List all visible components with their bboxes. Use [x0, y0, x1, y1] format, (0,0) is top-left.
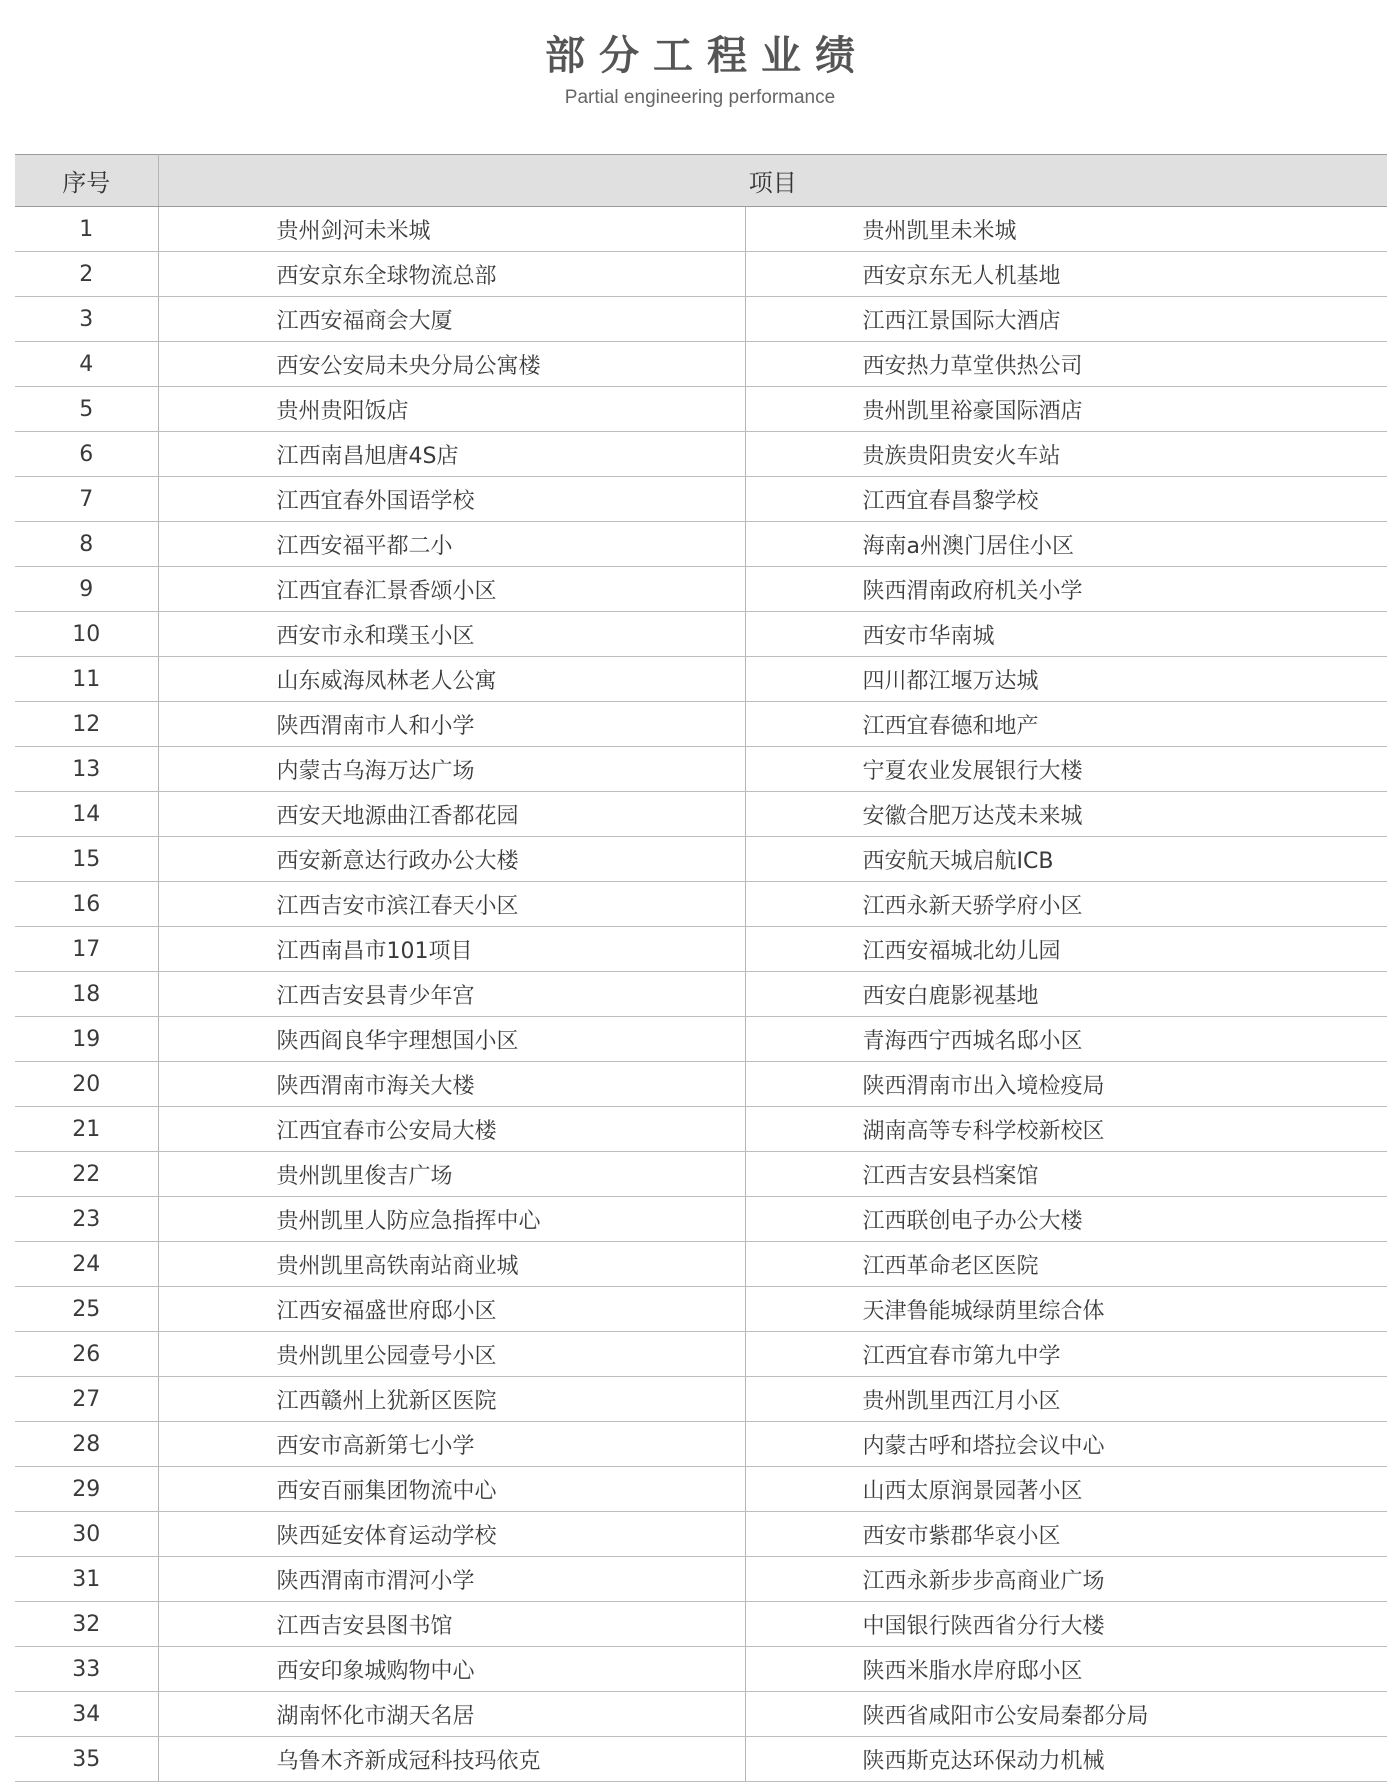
project-right: 中国银行陕西省分行大楼: [745, 1602, 1387, 1647]
table-row: [15, 1332, 1387, 1377]
project-left: 西安市高新第七小学: [158, 1422, 745, 1467]
project-right: 江西革命老区医院: [745, 1242, 1387, 1287]
row-index: 5: [15, 387, 158, 432]
project-right: 江西安福城北幼儿园: [745, 927, 1387, 972]
table-header: [15, 155, 1387, 207]
project-left: 贵州凯里人防应急指挥中心: [158, 1197, 745, 1242]
row-index: 30: [15, 1512, 158, 1557]
row-index: 12: [15, 702, 158, 747]
row-index: 23: [15, 1197, 158, 1242]
project-left: 陕西延安体育运动学校: [158, 1512, 745, 1557]
performance-table: [15, 154, 1387, 1782]
row-index: 34: [15, 1692, 158, 1737]
row-index: 35: [15, 1737, 158, 1782]
project-left: 西安公安局未央分局公寓楼: [158, 342, 745, 387]
project-left: 贵州剑河未米城: [158, 207, 745, 252]
row-index: 7: [15, 477, 158, 522]
table-row: [15, 972, 1387, 1017]
project-left: 江西安福盛世府邸小区: [158, 1287, 745, 1332]
project-left: 江西吉安县图书馆: [158, 1602, 745, 1647]
row-index: 17: [15, 927, 158, 972]
project-right: 陕西米脂水岸府邸小区: [745, 1647, 1387, 1692]
row-index: 9: [15, 567, 158, 612]
table-row: [15, 1017, 1387, 1062]
row-index: 10: [15, 612, 158, 657]
project-right: 贵州凯里裕豪国际酒店: [745, 387, 1387, 432]
row-index: 6: [15, 432, 158, 477]
column-header-project: 项目: [158, 155, 1387, 207]
table-row: [15, 702, 1387, 747]
project-right: 宁夏农业发展银行大楼: [745, 747, 1387, 792]
row-index: 29: [15, 1467, 158, 1512]
table-row: [15, 1602, 1387, 1647]
table-row: [15, 342, 1387, 387]
row-index: 27: [15, 1377, 158, 1422]
project-right: 陕西省咸阳市公安局秦都分局: [745, 1692, 1387, 1737]
table-row: [15, 1377, 1387, 1422]
table-row: [15, 207, 1387, 252]
table-row: [15, 387, 1387, 432]
project-right: 安徽合肥万达茂未来城: [745, 792, 1387, 837]
project-left: 江西南昌旭唐4S店: [158, 432, 745, 477]
project-right: 海南a州澳门居住小区: [745, 522, 1387, 567]
table-row: [15, 477, 1387, 522]
table-body: [15, 207, 1387, 1782]
table-row: [15, 1287, 1387, 1332]
row-index: 1: [15, 207, 158, 252]
table-row: [15, 747, 1387, 792]
project-right: 西安京东无人机基地: [745, 252, 1387, 297]
project-right: 江西江景国际大酒店: [745, 297, 1387, 342]
project-left: 江西赣州上犹新区医院: [158, 1377, 745, 1422]
table-row: [15, 1467, 1387, 1512]
table-row: [15, 1512, 1387, 1557]
project-right: 江西永新天骄学府小区: [745, 882, 1387, 927]
project-right: 四川都江堰万达城: [745, 657, 1387, 702]
project-left: 山东威海凤林老人公寓: [158, 657, 745, 702]
project-left: 西安百丽集团物流中心: [158, 1467, 745, 1512]
table-row: [15, 1197, 1387, 1242]
table-row: [15, 927, 1387, 972]
project-left: 乌鲁木齐新成冠科技玛依克: [158, 1737, 745, 1782]
row-index: 31: [15, 1557, 158, 1602]
project-right: 江西宜春德和地产: [745, 702, 1387, 747]
row-index: 26: [15, 1332, 158, 1377]
project-left: 陕西渭南市海关大楼: [158, 1062, 745, 1107]
project-left: 陕西渭南市渭河小学: [158, 1557, 745, 1602]
project-left: 贵州凯里高铁南站商业城: [158, 1242, 745, 1287]
project-left: 陕西阎良华宇理想国小区: [158, 1017, 745, 1062]
project-left: 贵州贵阳饭店: [158, 387, 745, 432]
row-index: 32: [15, 1602, 158, 1647]
project-right: 青海西宁西城名邸小区: [745, 1017, 1387, 1062]
project-right: 西安市华南城: [745, 612, 1387, 657]
row-index: 21: [15, 1107, 158, 1152]
project-right: 江西宜春昌黎学校: [745, 477, 1387, 522]
project-right: 贵族贵阳贵安火车站: [745, 432, 1387, 477]
table-row: [15, 882, 1387, 927]
table-row: [15, 1692, 1387, 1737]
row-index: 24: [15, 1242, 158, 1287]
project-left: 贵州凯里公园壹号小区: [158, 1332, 745, 1377]
project-right: 江西宜春市第九中学: [745, 1332, 1387, 1377]
project-right: 湖南高等专科学校新校区: [745, 1107, 1387, 1152]
table-row: [15, 1152, 1387, 1197]
project-right: 西安航天城启航ICB: [745, 837, 1387, 882]
project-left: 江西安福商会大厦: [158, 297, 745, 342]
row-index: 28: [15, 1422, 158, 1467]
row-index: 19: [15, 1017, 158, 1062]
project-left: 江西宜春市公安局大楼: [158, 1107, 745, 1152]
project-left: 西安新意达行政办公大楼: [158, 837, 745, 882]
row-index: 11: [15, 657, 158, 702]
project-right: 贵州凯里未米城: [745, 207, 1387, 252]
project-right: 陕西渭南政府机关小学: [745, 567, 1387, 612]
row-index: 22: [15, 1152, 158, 1197]
project-left: 江西宜春外国语学校: [158, 477, 745, 522]
row-index: 18: [15, 972, 158, 1017]
row-index: 2: [15, 252, 158, 297]
table-row: [15, 432, 1387, 477]
page-header: [0, 30, 1400, 110]
project-left: 西安京东全球物流总部: [158, 252, 745, 297]
project-right: 江西永新步步高商业广场: [745, 1557, 1387, 1602]
table-header-row: [15, 155, 1387, 207]
project-left: 西安市永和璞玉小区: [158, 612, 745, 657]
column-header-index: 序号: [15, 155, 158, 207]
table-row: [15, 612, 1387, 657]
row-index: 15: [15, 837, 158, 882]
table-row: [15, 567, 1387, 612]
table-row: [15, 657, 1387, 702]
row-index: 20: [15, 1062, 158, 1107]
table-row: [15, 1422, 1387, 1467]
row-index: 4: [15, 342, 158, 387]
row-index: 25: [15, 1287, 158, 1332]
row-index: 33: [15, 1647, 158, 1692]
table-row: [15, 1647, 1387, 1692]
project-left: 江西吉安市滨江春天小区: [158, 882, 745, 927]
page-subtitle: Partial engineering performance: [564, 87, 836, 108]
table-row: [15, 252, 1387, 297]
project-left: 湖南怀化市湖天名居: [158, 1692, 745, 1737]
project-right: 内蒙古呼和塔拉会议中心: [745, 1422, 1387, 1467]
project-right: 山西太原润景园著小区: [745, 1467, 1387, 1512]
project-left: 内蒙古乌海万达广场: [158, 747, 745, 792]
project-left: 陕西渭南市人和小学: [158, 702, 745, 747]
project-right: 天津鲁能城绿荫里综合体: [745, 1287, 1387, 1332]
table-row: [15, 1107, 1387, 1152]
table-row: [15, 522, 1387, 567]
project-right: 贵州凯里西江月小区: [745, 1377, 1387, 1422]
project-left: 西安印象城购物中心: [158, 1647, 745, 1692]
project-left: 江西南昌市101项目: [158, 927, 745, 972]
project-right: 江西联创电子办公大楼: [745, 1197, 1387, 1242]
table-row: [15, 297, 1387, 342]
row-index: 8: [15, 522, 158, 567]
project-right: 江西吉安县档案馆: [745, 1152, 1387, 1197]
project-left: 西安天地源曲江香都花园: [158, 792, 745, 837]
row-index: 16: [15, 882, 158, 927]
table-row: [15, 1557, 1387, 1602]
project-left: 贵州凯里俊吉广场: [158, 1152, 745, 1197]
row-index: 13: [15, 747, 158, 792]
project-right: 西安市紫郡华哀小区: [745, 1512, 1387, 1557]
table-row: [15, 837, 1387, 882]
project-left: 江西安福平都二小: [158, 522, 745, 567]
page-title: 部分工程业绩: [545, 33, 869, 79]
project-left: 江西吉安县青少年宫: [158, 972, 745, 1017]
row-index: 14: [15, 792, 158, 837]
project-right: 陕西斯克达环保动力机械: [745, 1737, 1387, 1782]
project-right: 西安热力草堂供热公司: [745, 342, 1387, 387]
table-row: [15, 792, 1387, 837]
table-row: [15, 1062, 1387, 1107]
project-right: 西安白鹿影视基地: [745, 972, 1387, 1017]
row-index: 3: [15, 297, 158, 342]
table-row: [15, 1242, 1387, 1287]
project-left: 江西宜春汇景香颂小区: [158, 567, 745, 612]
table-row: [15, 1737, 1387, 1782]
project-right: 陕西渭南市出入境检疫局: [745, 1062, 1387, 1107]
